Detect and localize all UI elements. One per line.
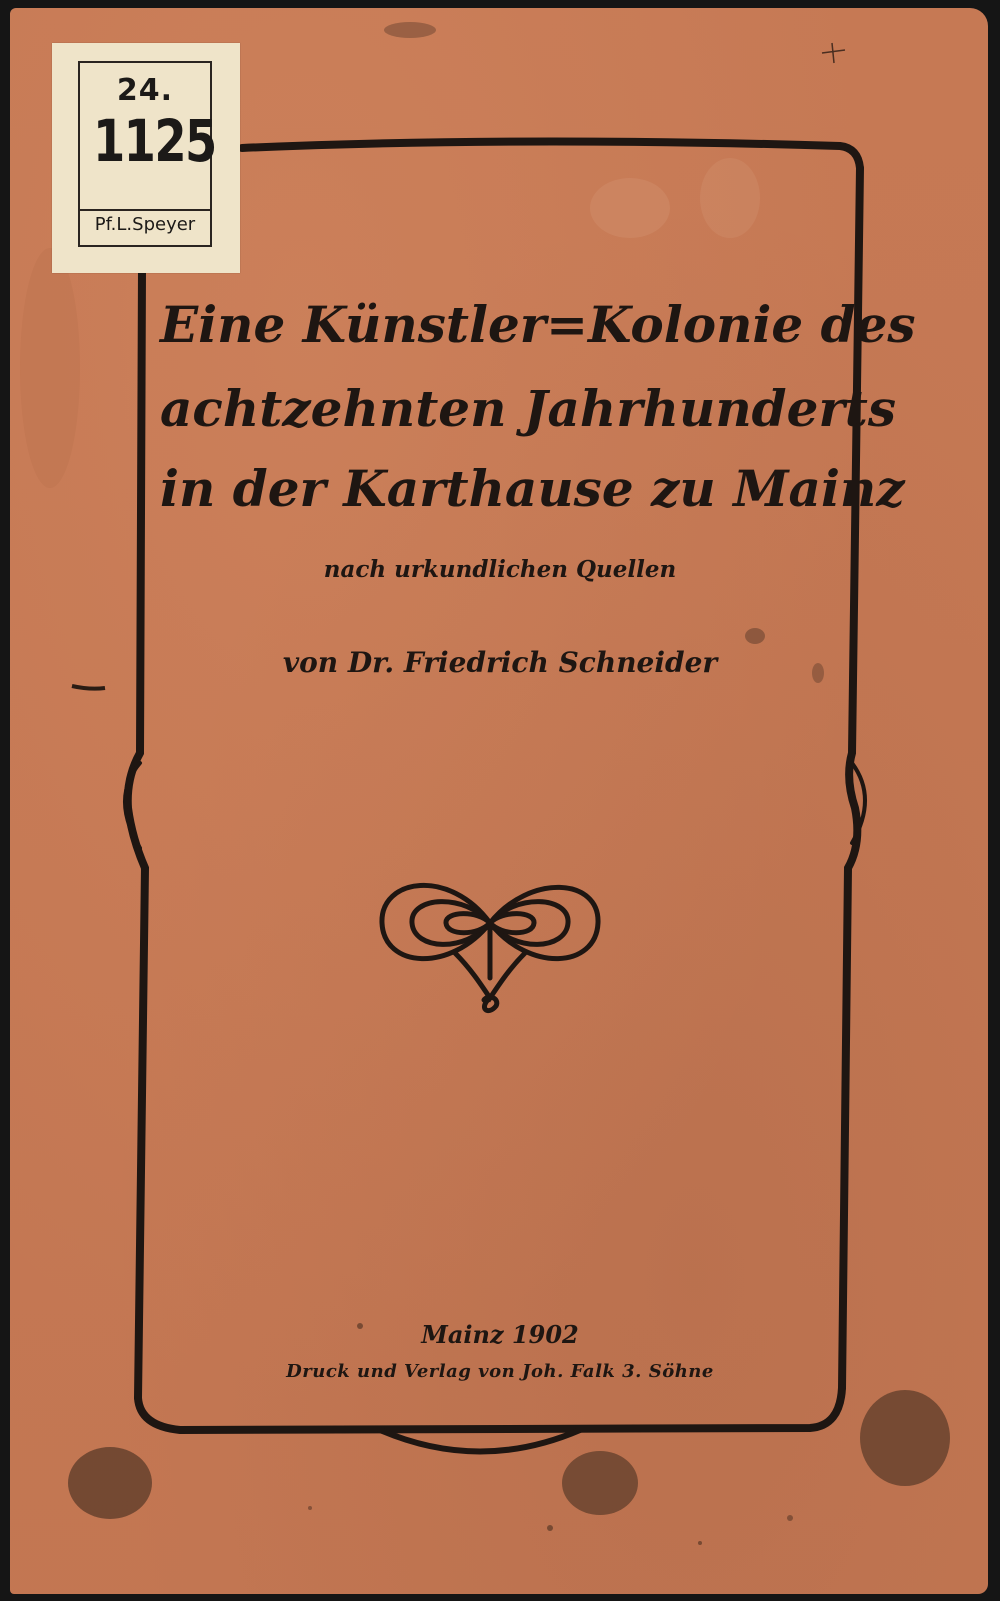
title-line-3: in der Karthause zu Mainz	[160, 459, 905, 518]
book-cover	[10, 8, 988, 1594]
label-border	[78, 61, 216, 247]
subtitle: nach urkundlichen Quellen	[323, 556, 677, 583]
author-line: von Dr. Friedrich Schneider	[282, 646, 718, 679]
publisher-line: Druck und Verlag von Joh. Falk 3. Söhne	[286, 1361, 714, 1382]
title-line-1: Eine Künstler=Kolonie des	[160, 295, 916, 354]
title-line-2: achtzehnten Jahrhunderts	[160, 379, 897, 438]
place-and-year: Mainz 1902	[421, 1320, 579, 1349]
call-number: 1125	[93, 107, 216, 175]
flourish-ornament-icon	[370, 848, 610, 1018]
call-number-prefix: 24.	[116, 73, 174, 108]
label-divider	[80, 209, 210, 211]
library-call-number-label	[52, 43, 240, 273]
library-name: Pf.L.Speyer	[94, 214, 196, 235]
